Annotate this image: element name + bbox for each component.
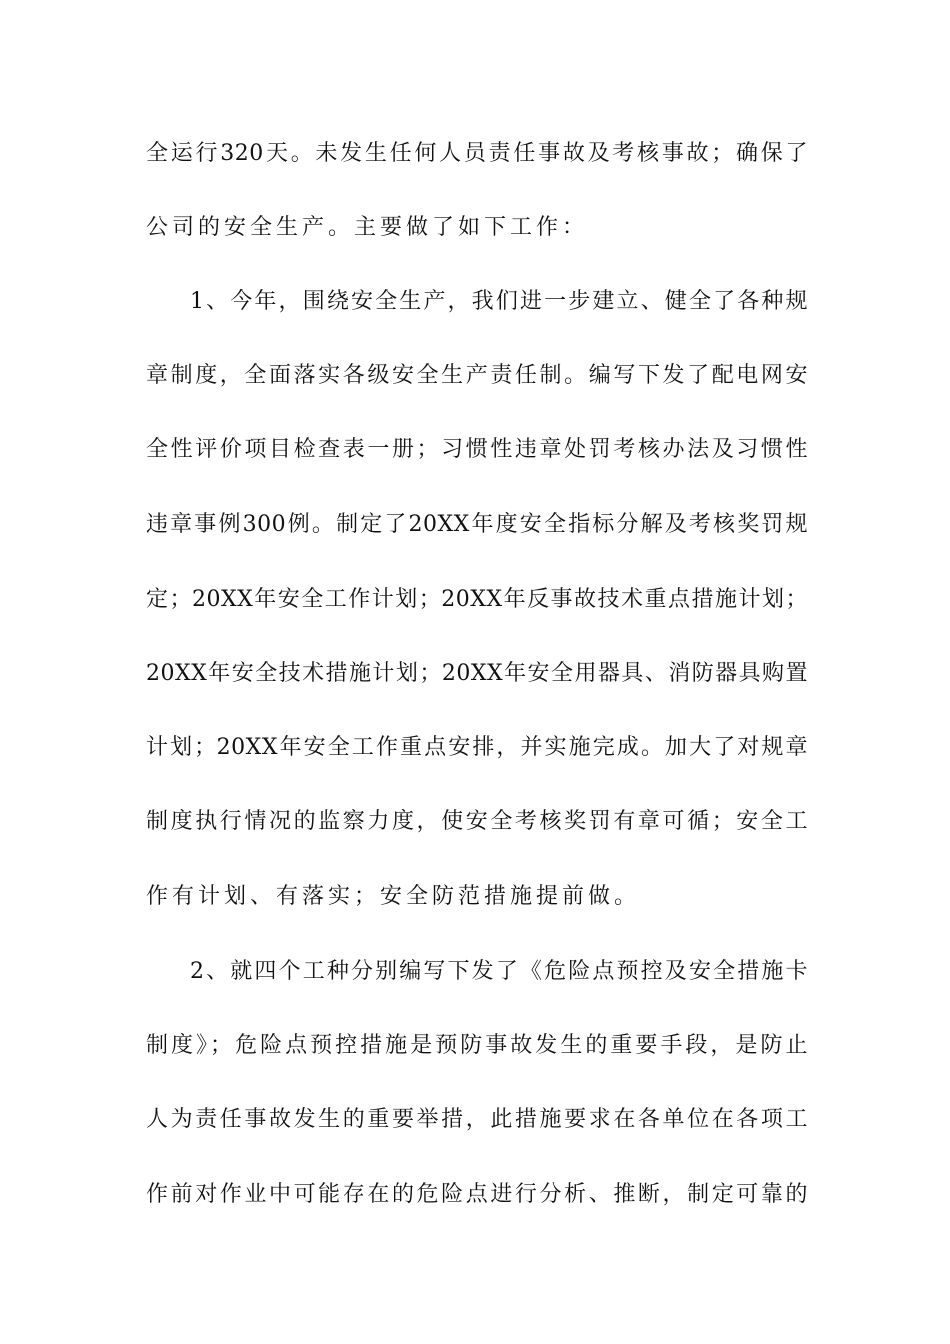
text-line: 章制度，全面落实各级安全生产责任制。编写下发了配电网安: [146, 363, 808, 388]
paragraph-2-start: 2、就四个工种分别编写下发了《危险点预控及安全措施卡: [190, 959, 808, 984]
text-line: 定；20XX年安全工作计划；20XX年反事故技术重点措施计划；: [146, 587, 808, 612]
text-line: 公司的安全生产。主要做了如下工作：: [146, 215, 589, 240]
text-line: 人为责任事故发生的重要举措，此措施要求在各单位在各项工: [146, 1107, 808, 1132]
text-line: 违章事例300例。制定了20XX年度安全指标分解及考核奖罚规: [146, 512, 808, 537]
paragraph-1-start: 1、今年，围绕安全生产，我们进一步建立、健全了各种规: [190, 289, 808, 314]
text-line: 制度》；危险点预控措施是预防事故发生的重要手段，是防止: [146, 1033, 808, 1058]
text-line: 制度执行情况的监察力度，使安全考核奖罚有章可循；安全工: [146, 809, 808, 834]
text-line: 作有计划、有落实；安全防范措施提前做。: [146, 884, 641, 909]
text-line: 全运行320天。未发生任何人员责任事故及考核事故；确保了: [146, 141, 808, 166]
text-line: 全性评价项目检查表一册；习惯性违章处罚考核办法及习惯性: [146, 437, 808, 462]
text-line: 20XX年安全技术措施计划；20XX年安全用器具、消防器具购置: [146, 661, 808, 686]
text-line: 作前对作业中可能存在的危险点进行分析、推断，制定可靠的: [146, 1182, 808, 1207]
text-line: 计划；20XX年安全工作重点安排，并实施完成。加大了对规章: [146, 735, 808, 760]
